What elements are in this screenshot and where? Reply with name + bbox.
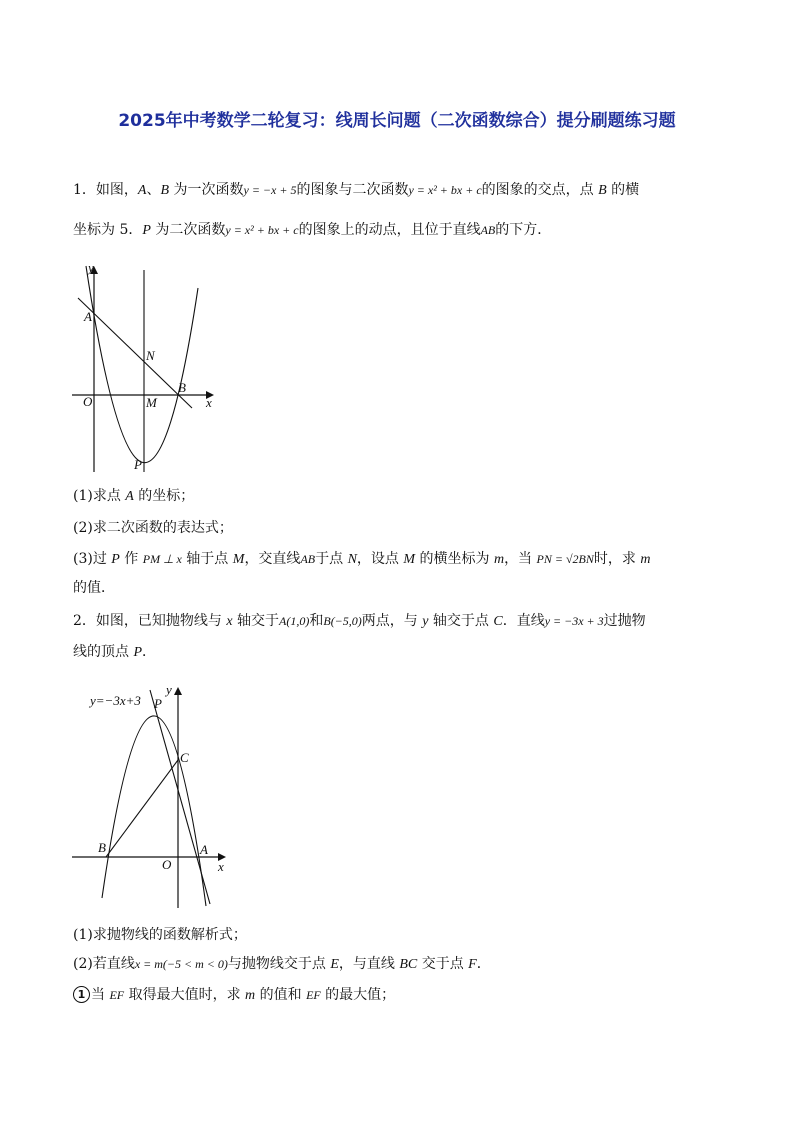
q1-figure: [70, 258, 220, 474]
q2-label-a: A: [200, 842, 208, 857]
q2-sub-1: (1)求抛物线的函数解析式；: [73, 927, 247, 943]
q1-sub-2: (2)求二次函数的表达式；: [73, 520, 233, 536]
q1-label-b: B: [178, 380, 186, 395]
q2-label-o: O: [162, 857, 172, 872]
q2-sub-2: (2)若直线x = m(−5 < m < 0)与抛物线交于点 E，与直线 BC 交于点 F．: [73, 956, 491, 972]
q2-line-1: 2．如图，已知抛物线与 x 轴交于A(1,0)和B(−5,0)两点，与 y 轴交于点 C．直线y = −3x + 3过抛物: [73, 613, 646, 629]
q2-label-eq: y=−3x+3: [90, 693, 141, 708]
q2-line-y-eq: [150, 690, 210, 904]
q2-y-arrow: [174, 687, 182, 695]
q2-figure: [70, 680, 240, 912]
q2-label-y: y: [166, 682, 172, 697]
q1-label-o: O: [83, 394, 93, 409]
math-quadratic-fn: y = x² + bx + c: [408, 183, 482, 197]
q1-label-x: x: [206, 395, 212, 410]
q1-label-p: P: [134, 457, 142, 472]
q1-label-n: N: [146, 348, 155, 363]
q1-sub-1: (1)求点 A 的坐标；: [73, 488, 195, 504]
page-title: 2025年中考数学二轮复习：线周长问题（二次函数综合）提分刷题练习题: [118, 111, 676, 131]
q1-label-a: A: [84, 309, 92, 324]
q1-line-1: 1．如图，A、B 为一次函数y = −x + 5的图象与二次函数y = x² + bx + c的图象的交点，点 B 的横: [73, 182, 640, 198]
math-linear-fn: y = −x + 5: [243, 183, 297, 197]
q2-label-b: B: [98, 840, 106, 855]
q1-line-2: 坐标为 5．P 为二次函数y = x² + bx + c的图象上的动点，且位于直线AB的下方．: [73, 222, 552, 238]
q1-sub-3-cont: 的值．: [73, 580, 115, 596]
q2-parabola: [102, 716, 206, 906]
q2-sub-2-part-1: 1 当 EF 取得最大值时，求 m 的值和 EF 的最大值；: [73, 985, 395, 1006]
q1-label-y: y: [88, 260, 94, 275]
q2-label-x: x: [218, 859, 224, 874]
q1-sub-3: (3)过 P 作 PM ⊥ x 轴于点 M，交直线AB于点 N，设点 M 的横坐标为 m，当 PN = √2BN时，求 m: [73, 551, 651, 567]
q2-label-c: C: [180, 750, 189, 765]
q1-parabola: [86, 266, 198, 463]
q1-line-ab: [78, 298, 192, 408]
q1-label-m: M: [146, 395, 157, 410]
circled-number: 1: [73, 986, 90, 1003]
q2-line-2: 线的顶点 P．: [73, 644, 157, 660]
q2-label-p: P: [154, 696, 162, 711]
